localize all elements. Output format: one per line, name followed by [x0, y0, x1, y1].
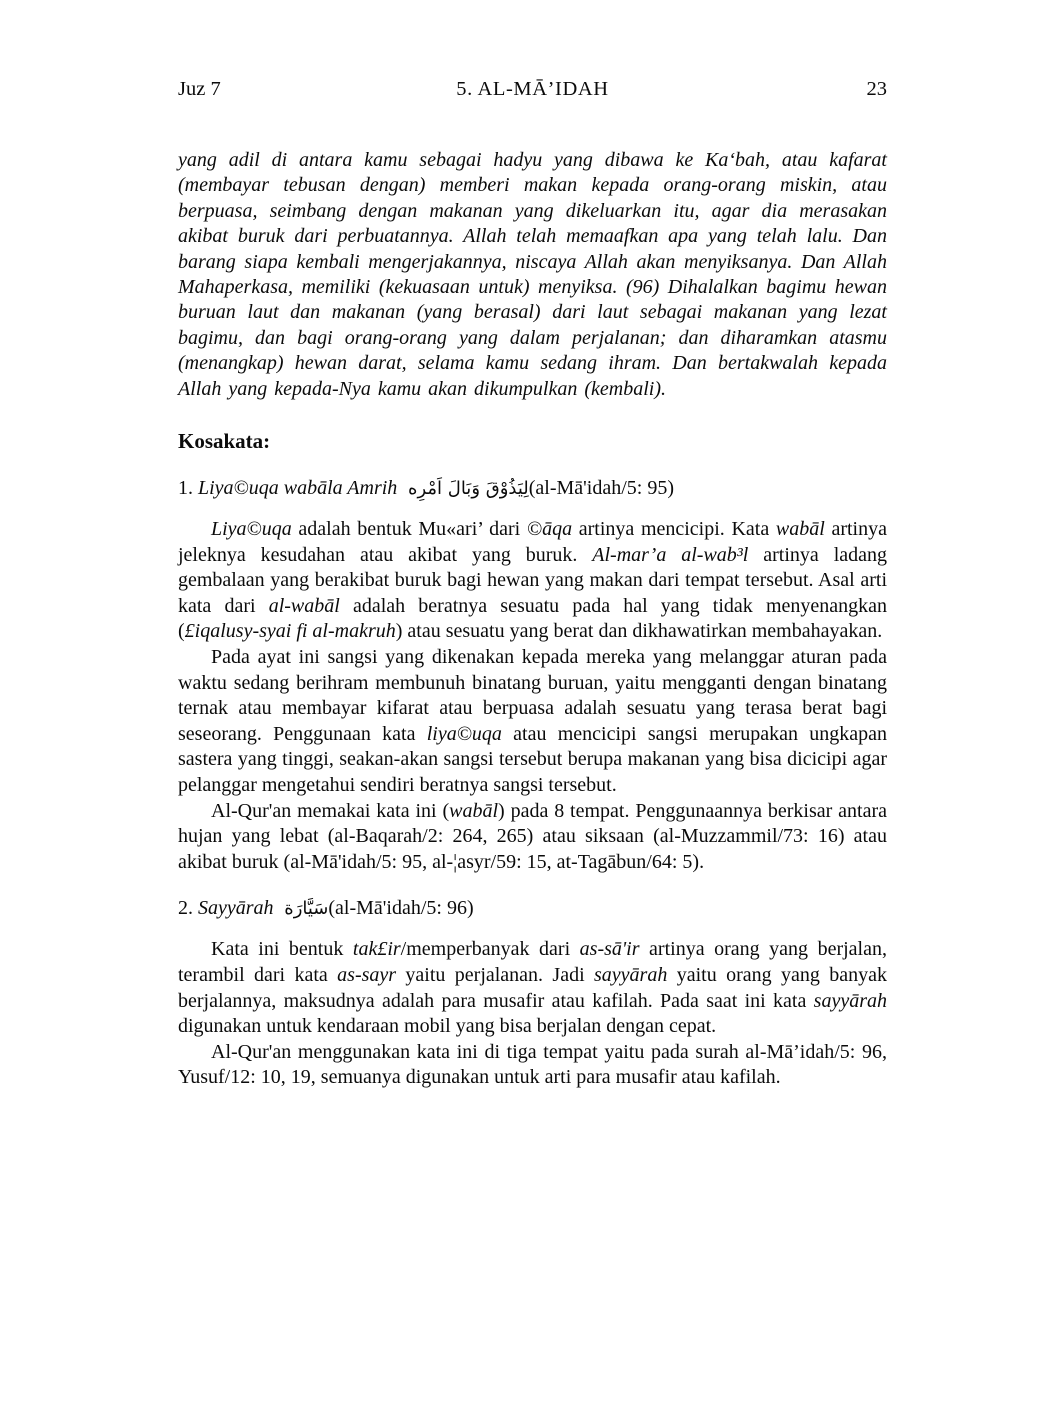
entry-term: Liya©uqa wabāla Amrih — [198, 477, 403, 500]
entry-number: 1. — [178, 477, 198, 500]
text-run: artinya ladang gembalaan yang berakibat buruk bagi hewan yang makan dari tempat tersebut. Asal arti kata dari — [178, 543, 887, 617]
text-run: Pada ayat ini sangsi yang dikenakan kepada mereka yang melanggar aturan pada waktu sedang berihram membunuh binatang buruan, yaitu mengganti dengan binatang ternak atau membayar kifarat atau berpuasa adalah sesuatu yang terasa berat bagi seseorang. Penggunaan kata — [178, 646, 887, 745]
text-run: artinya orang yang berjalan, terambil dari kata — [178, 938, 887, 986]
text-run: wabāl — [775, 518, 825, 541]
text-run: tak£ir — [352, 938, 401, 961]
text-run: sayyārah — [813, 989, 887, 1012]
entry-2-paragraph-2 — [178, 1040, 887, 1091]
translation-paragraph: yang adil di antara kamu sebagai hadyu yang dibawa ke Ka‘bah, atau kafarat (membayar tebusan dengan) memberi makan kepada orang-orang miskin, atau berpuasa, seimbang dengan makanan yang dikeluarkan itu, agar dia merasakan akibat buruk dari perbuatannya. Allah telah memaafkan apa yang telah lalu. Dan barang siapa kembali mengerjakannya, niscaya Allah akan menyiksanya. Dan Allah Mahaperkasa, memiliki (kekuasaan untuk) menyiksa. (96) Dihalalkan bagimu hewan buruan laut dan makanan (yang berasal) dari laut sebagai makanan yang lezat bagimu, dan bagi orang-orang yang dalam perjalanan; dan diharamkan atasmu (menangkap) hewan darat, selama kamu sedang ihram. Dan bertakwalah kepada Allah yang kepada-Nya kamu akan dikumpulkan (kembali). — [178, 149, 887, 400]
text-run: sayyārah — [594, 963, 668, 986]
text-run: wabāl — [449, 799, 499, 822]
text-run: ©āqa — [526, 518, 573, 541]
text-run: £iqalusy-syai fi al-makruh — [184, 620, 396, 643]
entry-1-paragraph-3 — [178, 799, 887, 876]
text-run: artinya jeleknya kesudahan atau akibat yang buruk. — [178, 518, 887, 566]
text-run: as-sā'ir — [579, 938, 640, 961]
text-run: Al-Qur'an memakai kata ini ( — [211, 799, 450, 822]
text-run: al-wabāl — [268, 594, 340, 617]
text-run: adalah bentuk Mu«ari’ dari — [291, 518, 527, 541]
text-run: Liya©uqa — [211, 518, 292, 541]
text-run: ) pada 8 tempat. Penggunaannya berkisar antara hujan yang lebat (al-Baqarah/2: 264, 265) atau siksaan (al-Muzzammil/73: 16) atau akibat buruk (al-Mā'idah/5: 95, al-¦asyr/59: 15, at-Tagābun/64: 5). — [178, 799, 887, 873]
text-run: atau mencicipi sangsi merupakan ungkapan sastera yang tinggi, seakan-akan sangsi tersebut berupa makanan yang bisa dicicipi agar pelanggar mengetahui sendiri beratnya sangsi tersebut. — [178, 722, 887, 796]
page-number: 23 — [866, 78, 887, 100]
entry-arabic-text: سَيَّارَة — [278, 898, 329, 920]
text-run: ) atau sesuatu yang berat dan dikhawatirkan membahayakan. — [395, 620, 883, 643]
text-run: adalah beratnya sesuatu pada hal yang tidak menyenangkan ( — [178, 594, 888, 643]
surah-title: 5. AL-MĀ’IDAH — [456, 78, 609, 100]
entry-reference: (al-Mā'idah/5: 95) — [528, 477, 674, 500]
text-run: digunakan untuk kendaraan mobil yang bisa berjalan dengan cepat. — [178, 1015, 717, 1038]
text-run: Kata ini bentuk — [211, 938, 353, 961]
entry-term: Sayyārah — [198, 897, 279, 920]
entry-reference: (al-Mā'idah/5: 96) — [328, 897, 474, 920]
kosakata-heading: Kosakata: — [178, 429, 271, 454]
entry-1-paragraph-1 — [178, 517, 887, 645]
page-content — [178, 78, 887, 1091]
page-header — [178, 78, 887, 101]
entry-2-heading — [178, 895, 887, 922]
text-run: artinya mencicipi. Kata — [572, 518, 776, 541]
text-run: Al-mar’a al-wab³l — [592, 543, 749, 566]
text-run: yaitu orang yang banyak berjalannya, maksudnya adalah para musafir atau kafilah. Pada saat ini kata — [178, 963, 887, 1012]
entry-1-heading — [178, 475, 887, 502]
entry-2-paragraph-1 — [178, 937, 887, 1039]
entry-arabic-text: لِيَذُوْقَ وَبَالَ اَمْرِه — [402, 478, 529, 500]
text-run: Al-Qur'an menggunakan kata ini di tiga tempat yaitu pada surah al-Mā’idah/5: 96, Yusuf/12: 10, 19, semuanya digunakan untuk arti para musafir atau kafilah. — [178, 1040, 887, 1089]
entry-1-paragraph-2 — [178, 645, 887, 799]
entry-number: 2. — [178, 897, 198, 920]
juz-label: Juz 7 — [178, 78, 221, 100]
text-run: as-sayr — [337, 963, 397, 986]
text-run: yaitu perjalanan. Jadi — [396, 963, 595, 986]
text-run: /memperbanyak dari — [400, 938, 580, 961]
text-run: liya©uqa — [426, 722, 502, 745]
